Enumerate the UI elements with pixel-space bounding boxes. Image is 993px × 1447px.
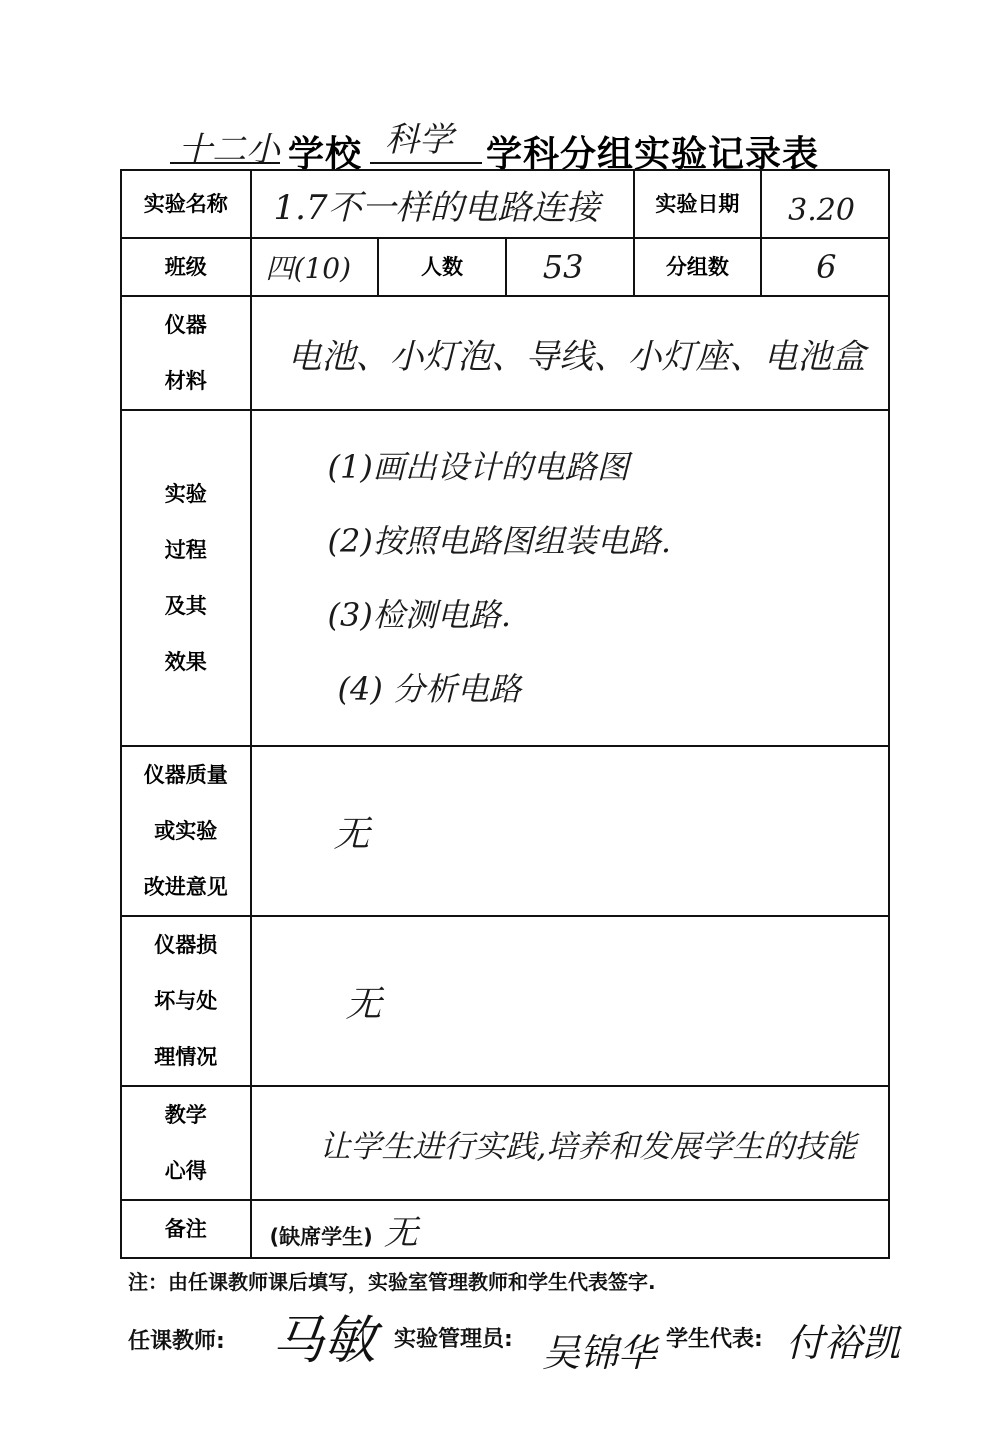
damage-label-cell <box>121 916 251 1086</box>
record-table <box>120 169 890 1259</box>
experiment-name-value: 1.7不一样的电路连接 <box>273 187 600 228</box>
process-label-line-4: 效果 <box>164 650 207 674</box>
process-label-line-3: 及其 <box>164 594 207 618</box>
teaching-label-line-1: 教学 <box>164 1103 207 1127</box>
quality-label-line-1: 仪器质量 <box>143 763 228 787</box>
process-label-line-2: 过程 <box>164 538 207 562</box>
student-rep-signature: 付裕凯 <box>786 1321 901 1365</box>
process-step-3: (3)检测电路. <box>327 596 512 634</box>
process-step-2: (2)按照电路图组装电路. <box>327 522 672 560</box>
group-count-label: 分组数 <box>634 238 762 296</box>
process-label-cell <box>121 410 251 746</box>
damage-value-cell <box>251 916 889 1086</box>
remarks-label: 备注 <box>121 1200 251 1258</box>
footer-note: 注：由任课教师课后填写，实验室管理教师和学生代表签字. <box>128 1270 656 1294</box>
school-name-handwritten: 十二小 <box>178 130 280 170</box>
quality-value: 无 <box>333 813 370 855</box>
quality-label-cell <box>121 746 251 916</box>
student-count-label: 人数 <box>378 238 506 296</box>
materials-label-line-1: 仪器 <box>164 313 207 337</box>
title-suffix: 学科分组实验记录表 <box>486 134 820 175</box>
class-label: 班级 <box>121 238 251 296</box>
experiment-name-value-cell <box>251 170 634 238</box>
damage-label-line-3: 理情况 <box>154 1045 218 1069</box>
group-count-value: 6 <box>816 248 837 286</box>
student-rep-label: 学生代表: <box>666 1327 763 1352</box>
lab-admin-label: 实验管理员: <box>394 1327 513 1352</box>
experiment-name-label: 实验名称 <box>121 170 251 238</box>
student-count-value-cell <box>506 238 634 296</box>
class-value-cell <box>251 238 379 296</box>
teaching-label-line-2: 心得 <box>164 1159 207 1183</box>
damage-label-line-1: 仪器损 <box>154 933 218 957</box>
experiment-date-value: 3.20 <box>788 192 855 228</box>
quality-label-line-3: 改进意见 <box>143 875 228 899</box>
damage-label-line-2: 坏与处 <box>154 989 218 1013</box>
materials-label-line-2: 材料 <box>164 369 207 393</box>
group-count-value-cell <box>761 238 889 296</box>
materials-value-cell <box>251 296 889 410</box>
process-value-cell <box>251 410 889 746</box>
subject-underline <box>370 162 482 164</box>
teaching-label-cell <box>121 1086 251 1200</box>
remarks-prefix: (缺席学生) <box>269 1224 373 1249</box>
materials-value: 电池、小灯泡、导线、小灯座、电池盒 <box>287 336 866 377</box>
teaching-value-cell <box>251 1086 889 1200</box>
school-suffix: 学校 <box>288 134 363 175</box>
quality-value-cell <box>251 746 889 916</box>
experiment-date-value-cell <box>761 170 889 238</box>
student-count-value: 53 <box>542 248 584 286</box>
form-title <box>170 118 870 175</box>
school-name-underline <box>170 162 280 164</box>
teacher-label: 任课教师: <box>128 1329 225 1354</box>
teacher-signature: 马敏 <box>272 1311 377 1371</box>
process-step-1: (1)画出设计的电路图 <box>327 448 629 486</box>
damage-value: 无 <box>345 983 382 1025</box>
remarks-value-cell <box>251 1200 889 1258</box>
process-step-4: (4) 分析电路 <box>337 670 522 708</box>
materials-label-cell <box>121 296 251 410</box>
teaching-value: 让学生进行实践,培养和发展学生的技能 <box>319 1128 857 1165</box>
remarks-value: 无 <box>383 1212 418 1253</box>
class-value: 四(10) <box>265 252 352 285</box>
lab-admin-signature: 吴锦华 <box>542 1331 657 1375</box>
subject-handwritten: 科学 <box>385 120 453 160</box>
experiment-date-label: 实验日期 <box>634 170 762 238</box>
process-label-line-1: 实验 <box>164 482 207 506</box>
quality-label-line-2: 或实验 <box>154 819 218 843</box>
